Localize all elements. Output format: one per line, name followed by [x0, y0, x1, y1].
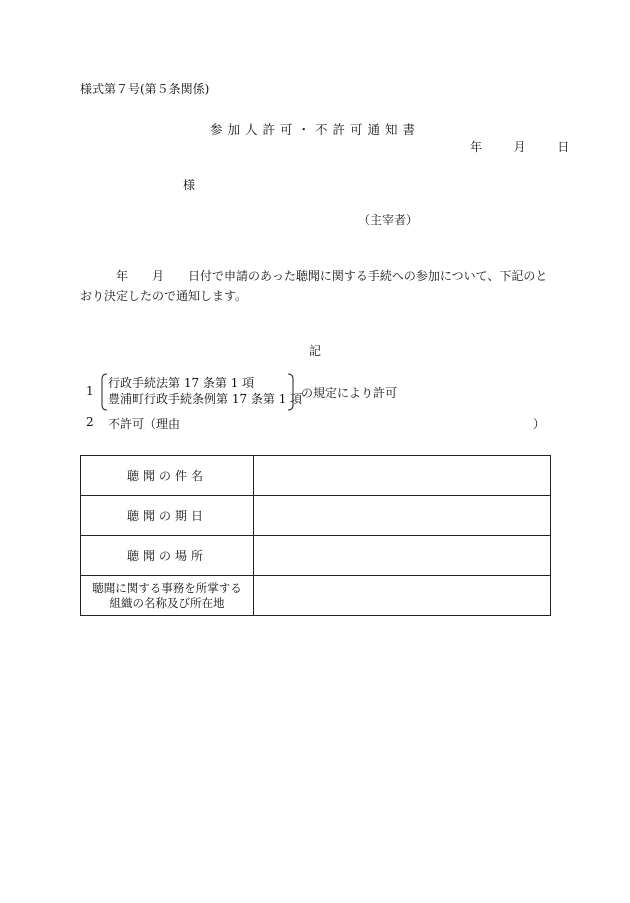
- date-month: 月: [513, 140, 526, 154]
- body-paragraph: 年 月 日付で申請のあった聴聞に関する手続への参加について、下記のとおり決定したので通知します。: [80, 269, 548, 303]
- table-row: [81, 456, 551, 496]
- row-label-organization-line-2: 組織の名称及び所在地: [109, 595, 225, 610]
- item2-text: 不許可（理由: [108, 417, 181, 431]
- hearing-info-table: [80, 455, 551, 616]
- row-value-organization[interactable]: [254, 576, 551, 616]
- row-label-date: 聴聞の期日: [81, 496, 254, 536]
- document-title: 参加人許可・不許可通知書: [209, 122, 420, 137]
- item1-law-2: 豊浦町行政手続条例第 17 条第 1 項: [108, 392, 303, 406]
- table-row: [81, 576, 551, 616]
- ki-heading: 記: [308, 344, 321, 358]
- sender-title: （主宰者）: [358, 213, 419, 227]
- form-number: 様式第７号(第５条関係): [80, 82, 210, 96]
- item2-number: 2: [86, 415, 94, 429]
- item1-laws: [108, 375, 302, 407]
- addressee-suffix: 様: [183, 178, 196, 192]
- item2-close-paren: ）: [533, 417, 546, 431]
- row-label-organization-line-1: 聴聞に関する事務を所掌する: [92, 580, 242, 595]
- item1-suffix: の規定により許可: [301, 386, 398, 400]
- left-brace-icon: [100, 373, 108, 411]
- table-row: [81, 536, 551, 576]
- row-value-date[interactable]: [254, 496, 551, 536]
- row-label-organization: [81, 576, 254, 616]
- row-label-place: 聴聞の場所: [81, 536, 254, 576]
- item1-law-1: 行政手続法第 17 条第 1 項: [108, 376, 255, 390]
- right-brace-icon: [287, 373, 295, 411]
- date-day: 日: [557, 140, 570, 154]
- row-label-subject: 聴聞の件名: [81, 456, 254, 496]
- table-row: [81, 496, 551, 536]
- item1-number: 1: [86, 384, 94, 398]
- date-year: 年: [470, 140, 483, 154]
- date-line: [470, 138, 569, 155]
- row-value-place[interactable]: [254, 536, 551, 576]
- row-value-subject[interactable]: [254, 456, 551, 496]
